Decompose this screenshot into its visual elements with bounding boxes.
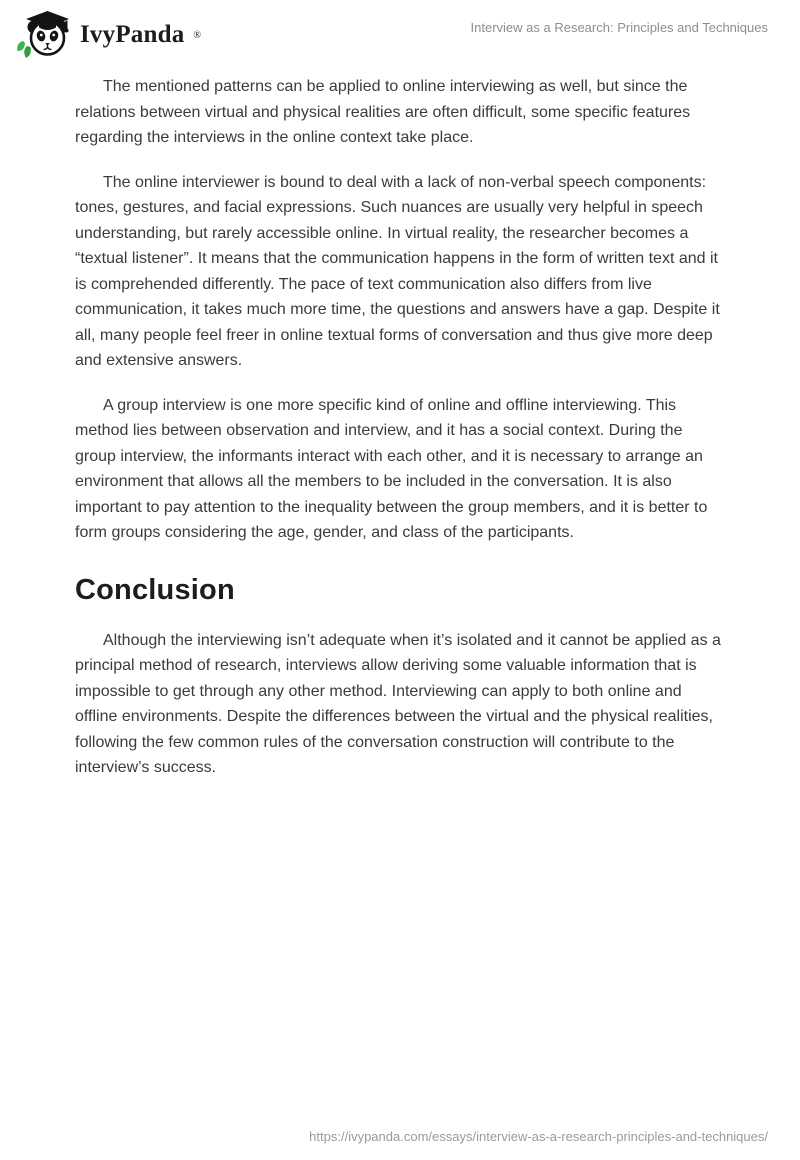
page-footer	[0, 1128, 768, 1146]
ivypanda-panda-graduate-icon	[16, 10, 72, 60]
section-heading-conclusion: Conclusion	[75, 573, 235, 606]
paragraph-online-patterns: The mentioned patterns can be applied to online interviewing as well, but since the relations between virtual and physical realities are often difficult, some specific features regarding the interviews in the online context take place.	[75, 78, 691, 146]
paragraph-online-interviewer: The online interviewer is bound to deal with a lack of non-verbal speech components: tones, gestures, and facial expressions. Such nuances are usually very helpful in speech understanding, but rarely accessible online. In virtual reality, the researcher becomes a “textual listener”. It means that the communication happens in the form of written text and it is comprehended differently. The pace of text communication also differs from live communication, it takes much more time, the questions and answers have a gap. Despite it all, many people feel freer in online textual forms of conversation and thus give more deep and extensive answers.	[75, 173, 720, 369]
registered-mark: ®	[193, 29, 202, 41]
document-title: Interview as a Research: Principles and Techniques	[470, 20, 768, 35]
document-body	[0, 62, 800, 781]
paragraph-group-interview: A group interview is one more specific kind of online and offline interviewing. This method lies between observation and interview, and it has a social context. During the group interview, the informants interact with each other, and it is necessary to arrange an environment that allows all the members to be included in the conversation. It is also important to pay attention to the inequality between the group members, and it is better to form groups considering the age, gender, and class of the participants.	[75, 396, 708, 541]
source-url-link[interactable]: https://ivypanda.com/essays/interview-as-a-research-principles-and-techniques/	[309, 1129, 768, 1144]
page-header	[0, 0, 800, 62]
brand-name: IvyPanda	[80, 21, 185, 48]
brand-logo-link[interactable]	[16, 10, 201, 60]
paragraph-conclusion: Although the interviewing isn’t adequate when it’s isolated and it cannot be applied as a principal method of research, interviews allow deriving some valuable information that is impossible to get through any other method. Interviewing can apply to both online and offline environments. Despite the differences between the virtual and the physical realities, following the few common rules of the conversation construction will contribute to the interview’s success.	[75, 631, 721, 776]
